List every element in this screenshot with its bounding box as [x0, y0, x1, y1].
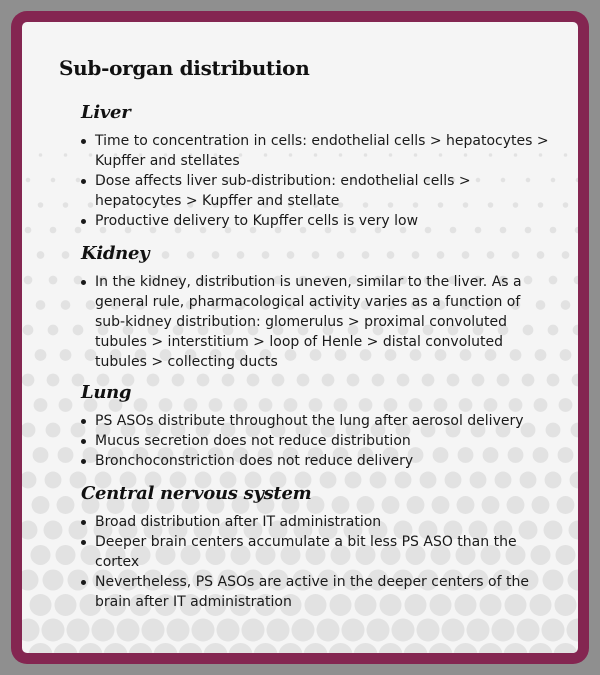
list-item: PS ASOs distribute throughout the lung after aerosol delivery [81, 411, 554, 431]
list-item: Bronchoconstriction does not reduce delivery [81, 451, 554, 471]
card-content [22, 22, 578, 612]
section-lung [59, 382, 554, 471]
bullet-list-cns [81, 512, 554, 612]
list-item: Dose affects liver sub-distribution: endothelial cells > hepatocytes > Kupffer and stellate [81, 171, 554, 211]
section-liver [59, 102, 554, 231]
slide-frame [11, 11, 589, 664]
section-heading-liver: Liver [81, 102, 131, 123]
section-central-nervous-system [59, 483, 554, 612]
list-item: Time to concentration in cells: endothelial cells > hepatocytes > Kupffer and stellates [81, 131, 554, 171]
list-item: Broad distribution after IT administration [81, 512, 554, 532]
content-card [22, 22, 578, 653]
section-heading-kidney: Kidney [81, 243, 150, 264]
section-kidney [59, 243, 554, 372]
bullet-list-liver [81, 131, 554, 231]
list-item: Nevertheless, PS ASOs are active in the deeper centers of the brain after IT administration [81, 572, 554, 612]
section-heading-cns: Central nervous system [81, 483, 312, 504]
page-title: Sub-organ distribution [59, 56, 310, 80]
list-item: Mucus secretion does not reduce distribution [81, 431, 554, 451]
section-heading-lung: Lung [81, 382, 132, 403]
bullet-list-lung [81, 411, 554, 471]
list-item: Productive delivery to Kupffer cells is very low [81, 211, 554, 231]
list-item: Deeper brain centers accumulate a bit less PS ASO than the cortex [81, 532, 554, 572]
list-item: In the kidney, distribution is uneven, similar to the liver. As a general rule, pharmacological activity varies as a function of sub-kidney distribution: glomerulus > proximal convoluted tubules > interstitium > loop of Henle > distal convoluted tubules > collecting ducts [81, 272, 554, 372]
bullet-list-kidney [81, 272, 554, 372]
